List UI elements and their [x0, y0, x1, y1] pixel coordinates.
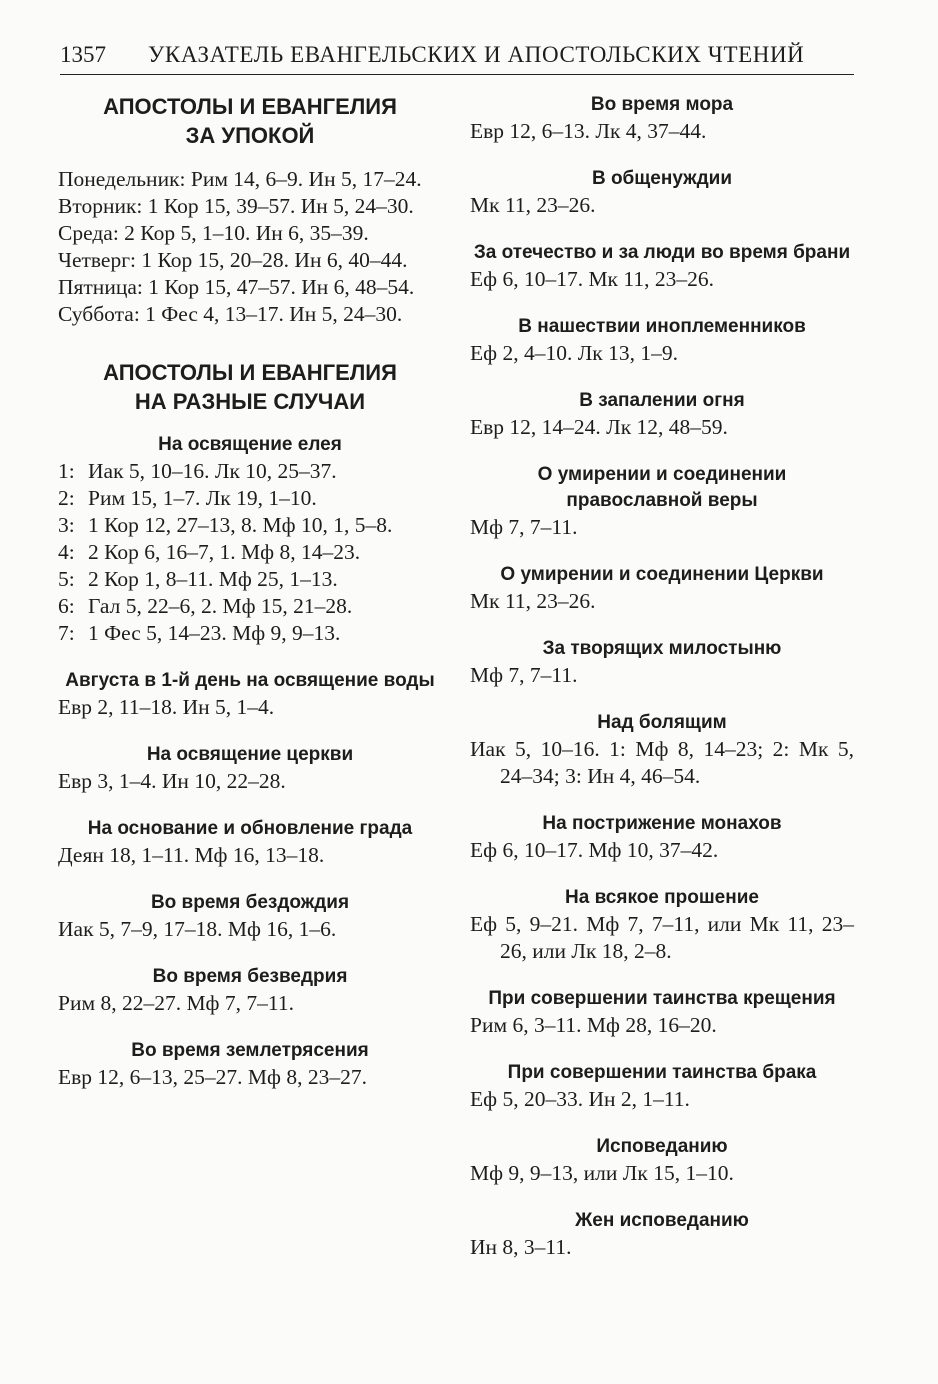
reading-section: [470, 562, 854, 615]
weekday-readings: [58, 166, 442, 328]
reading-section: [58, 816, 442, 869]
section-title: На всякое прошение: [565, 887, 759, 908]
section-title: О умирении и соединении православной веры: [537, 464, 787, 511]
page-number: 1357: [60, 42, 106, 67]
reading-section: [470, 986, 854, 1039]
oil-readings-list: [58, 458, 442, 647]
reading-section: [470, 166, 854, 219]
section-text: Мф 7, 7–11.: [470, 515, 578, 539]
reading-section: [470, 240, 854, 293]
section-text: Евр 12, 6–13. Лк 4, 37–44.: [470, 119, 707, 143]
section-title: Над болящим: [597, 712, 727, 733]
section-title: Исповеданию: [596, 1136, 728, 1157]
list-item: 1: Иак 5, 10–16. Лк 10, 25–37.: [58, 459, 337, 483]
section-title: За творящих милостыню: [542, 638, 782, 659]
reading-section: [470, 636, 854, 689]
section-title: На пострижение монахов: [542, 813, 782, 834]
reading-tuesday: Вторник: 1 Кор 15, 39–57. Ин 5, 24–30.: [58, 194, 414, 218]
reading-section: [470, 462, 854, 541]
section-text: Иак 5, 10–16. 1: Мф 8, 14–23; 2: Мк 5, 24–34; 3: Ин 4, 46–54.: [470, 737, 854, 788]
section-oil: [58, 432, 442, 647]
reading-section: [470, 811, 854, 864]
list-item: 3: 1 Кор 12, 27–13, 8. Мф 10, 1, 5–8.: [58, 513, 393, 537]
section-title: За отечество и за люди во время брани: [473, 242, 851, 263]
section-title: В общенуждии: [591, 168, 733, 189]
reading-section: [470, 710, 854, 790]
reading-section: [470, 92, 854, 145]
running-header: [60, 40, 854, 75]
section-text: Деян 18, 1–11. Мф 16, 13–18.: [58, 843, 325, 867]
section-text: Рим 8, 22–27. Мф 7, 7–11.: [58, 991, 294, 1015]
section-text: Мф 7, 7–11.: [470, 663, 578, 687]
section-title: В запалении огня: [579, 390, 745, 411]
section-title: Жен исповеданию: [575, 1210, 749, 1231]
section-text: Евр 2, 11–18. Ин 5, 1–4.: [58, 695, 275, 719]
section-text: Еф 5, 9–21. Мф 7, 7–11, или Мк 11, 23–26, или Лк 18, 2–8.: [470, 912, 854, 963]
section-title: При совершении таинства крещения: [488, 988, 836, 1009]
section-text: Мф 9, 9–13, или Лк 15, 1–10.: [470, 1161, 734, 1185]
section-text: Евр 12, 14–24. Лк 12, 48–59.: [470, 415, 728, 439]
section-text: Рим 6, 3–11. Мф 28, 16–20.: [470, 1013, 717, 1037]
section-text: Ин 8, 3–11.: [470, 1235, 572, 1259]
section-title: На основание и обновление града: [87, 818, 413, 839]
right-column: [470, 92, 854, 1282]
section-title: Августа в 1-й день на освящение воды: [65, 670, 435, 691]
reading-section: [58, 890, 442, 943]
section-text: Еф 6, 10–17. Мк 11, 23–26.: [470, 267, 714, 291]
reading-section: [58, 964, 442, 1017]
section-title: На освящение церкви: [146, 744, 354, 765]
list-item: 5: 2 Кор 1, 8–11. Мф 25, 1–13.: [58, 567, 338, 591]
reading-section: [470, 1208, 854, 1261]
list-item: 2: Рим 15, 1–7. Лк 19, 1–10.: [58, 486, 317, 510]
reading-friday: Пятница: 1 Кор 15, 47–57. Ин 6, 48–54.: [58, 275, 415, 299]
reading-saturday: Суббота: 1 Фес 4, 13–17. Ин 5, 24–30.: [58, 302, 403, 326]
reading-section: [470, 1134, 854, 1187]
section-title: Во время безведрия: [152, 966, 348, 987]
section-text: Мк 11, 23–26.: [470, 589, 596, 613]
list-item: 4: 2 Кор 6, 16–7, 1. Мф 8, 14–23.: [58, 540, 361, 564]
section-text: Еф 5, 20–33. Ин 2, 1–11.: [470, 1087, 690, 1111]
section-text: Евр 12, 6–13, 25–27. Мф 8, 23–27.: [58, 1065, 367, 1089]
section-text: Еф 2, 4–10. Лк 13, 1–9.: [470, 341, 678, 365]
reading-section: [58, 1038, 442, 1091]
section-title: Во время мора: [590, 94, 734, 115]
reading-section: [470, 885, 854, 965]
section-text: Еф 6, 10–17. Мф 10, 37–42.: [470, 838, 719, 862]
left-column: [58, 92, 442, 1112]
section-text: Иак 5, 7–9, 17–18. Мф 16, 1–6.: [58, 917, 337, 941]
reading-section: [470, 1060, 854, 1113]
section-heading-repose: АПОСТОЛЫ И ЕВАНГЕЛИЯ ЗА УПОКОЙ: [103, 94, 397, 148]
reading-thursday: Четверг: 1 Кор 15, 20–28. Ин 6, 40–44.: [58, 248, 408, 272]
reading-section: [58, 668, 442, 721]
list-item: 6: Гал 5, 22–6, 2. Мф 15, 21–28.: [58, 594, 353, 618]
reading-monday: Понедельник: Рим 14, 6–9. Ин 5, 17–24.: [58, 167, 422, 191]
section-title: Во время бездождия: [150, 892, 350, 913]
section-title: О умирении и соединении Церкви: [500, 564, 824, 585]
reading-section: [470, 314, 854, 367]
section-title: На освящение елея: [158, 434, 342, 455]
reading-section: [58, 742, 442, 795]
section-title: Во время землетрясения: [131, 1040, 369, 1061]
reading-section: [470, 388, 854, 441]
list-item: 7: 1 Фес 5, 14–23. Мф 9, 9–13.: [58, 621, 341, 645]
section-title: При совершении таинства брака: [507, 1062, 817, 1083]
running-title: УКАЗАТЕЛЬ ЕВАНГЕЛЬСКИХ И АПОСТОЛЬСКИХ ЧТЕНИЙ: [148, 42, 805, 67]
section-heading-various: АПОСТОЛЫ И ЕВАНГЕЛИЯ НА РАЗНЫЕ СЛУЧАИ: [103, 360, 397, 414]
section-text: Мк 11, 23–26.: [470, 193, 596, 217]
section-text: Евр 3, 1–4. Ин 10, 22–28.: [58, 769, 286, 793]
section-title: В нашествии иноплеменников: [518, 316, 806, 337]
reading-wednesday: Среда: 2 Кор 5, 1–10. Ин 6, 35–39.: [58, 221, 369, 245]
